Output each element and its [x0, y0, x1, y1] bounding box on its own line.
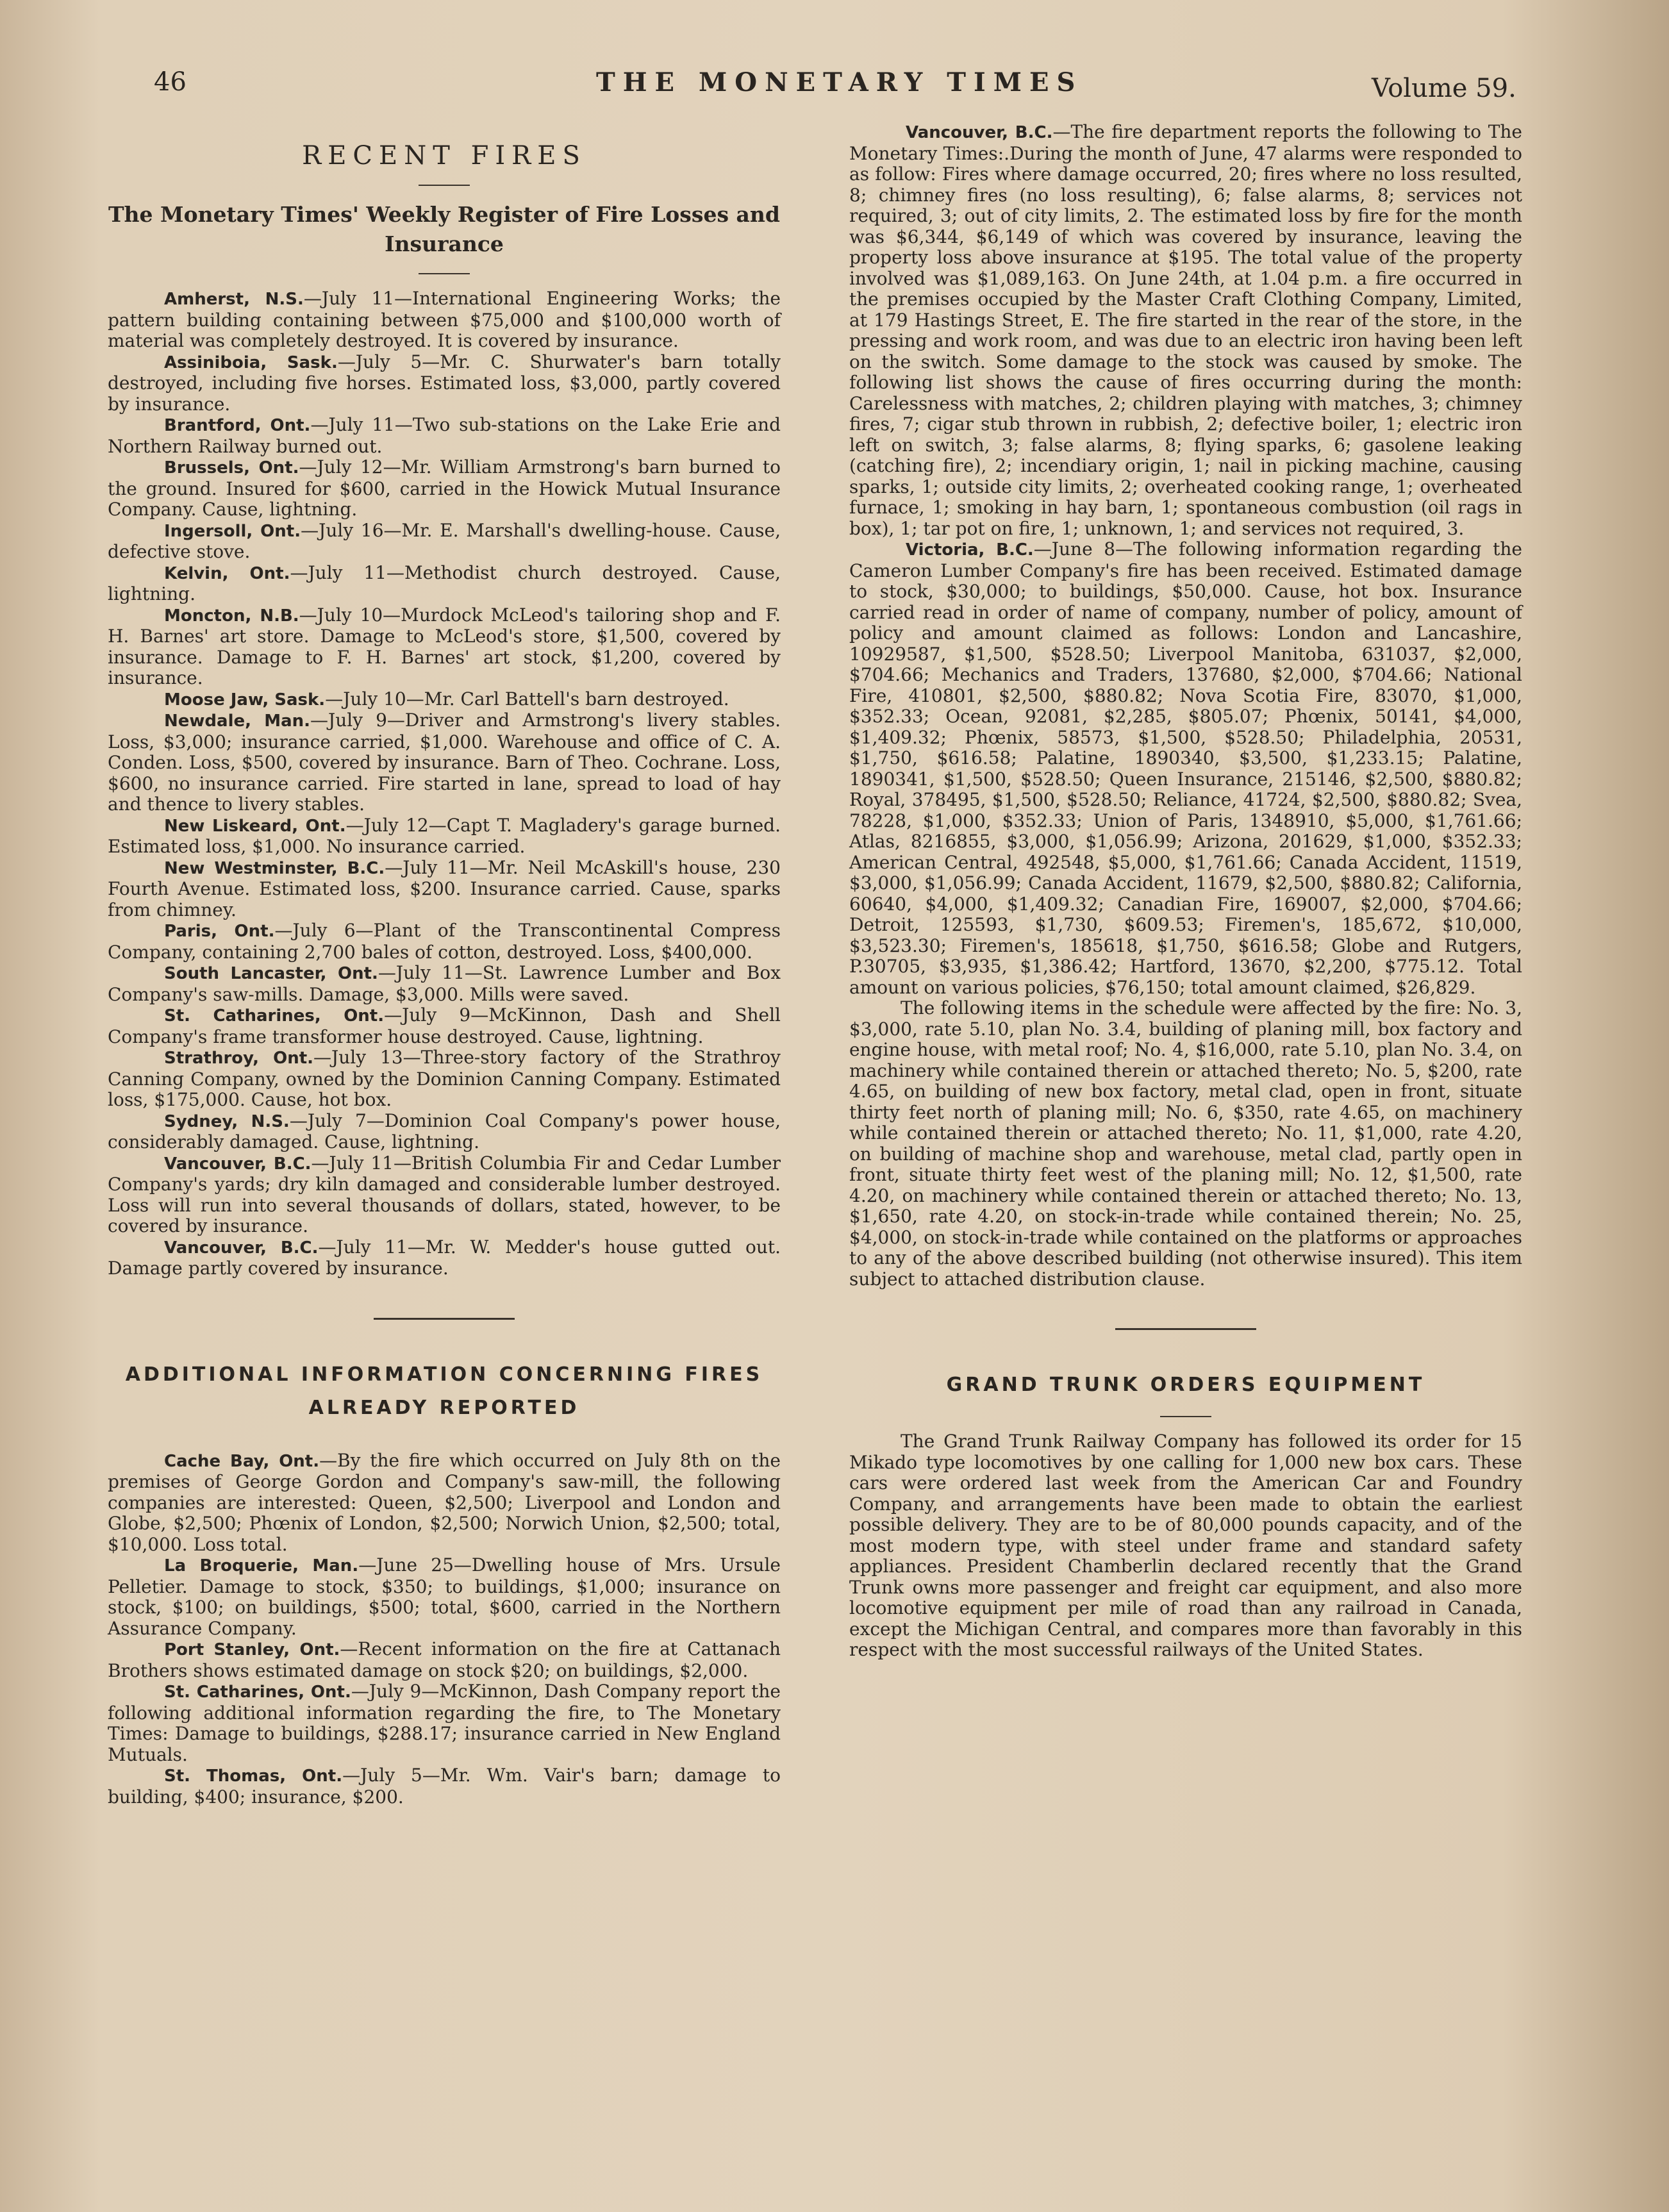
- entry-place: New Westminster, B.C.: [164, 858, 385, 878]
- fire-entry: [108, 352, 781, 415]
- entry-text: —July 11—Mr. W. Medder's house gutted out. Damage partly covered by insurance.: [108, 1236, 781, 1279]
- entry-place: Amherst, N.S.: [164, 290, 304, 309]
- entry-place: Moose Jaw, Sask.: [164, 690, 326, 710]
- entry-text: —July 10—Mr. Carl Battell's barn destroyed.: [325, 688, 729, 710]
- entry-text: —Recent information on the fire at Cattanach Brothers shows estimated damage on stock $20; on buildings, $2,000.: [108, 1638, 781, 1681]
- fire-entry: [108, 457, 781, 520]
- entry-place: Sydney, N.S.: [164, 1111, 290, 1131]
- entry-text: —July 11—St. Lawrence Lumber and Box Company's saw-mills. Damage, $3,000. Mills were saved.: [108, 962, 781, 1005]
- fire-entry: [108, 1237, 781, 1279]
- page-number: 46: [154, 67, 187, 97]
- grand-trunk-paragraph: The Grand Trunk Railway Company has followed its order for 15 Mikado type locomotives by one calling for 1,000 new box cars. These cars were ordered last week from the American Car and Foundry Company, and arrangements have been made to obtain the earliest possible delivery. They are to be of 80,000 pounds capacity, and of the most modern type, with steel under frame and standard safety appliances. President Chamberlin declared recently that the Grand Trunk owns more passenger and freight car equipment, and also more locomotive equipment per mile of road than any railroad in Canada, except the Michigan Central, and compares more than favorably in this respect with the most successful railways of the United States.: [849, 1431, 1522, 1660]
- entry-text: —July 16—Mr. E. Marshall's dwelling-house. Cause, defective stove.: [108, 519, 781, 562]
- entry-text: —July 11—Mr. Neil McAskill's house, 230 Fourth Avenue. Estimated loss, $200. Insurance carried. Cause, sparks from chimney.: [108, 856, 781, 920]
- entry-text: —July 11—International Engineering Works; the pattern building containing between $75,000 and $100,000 worth of material was completely destroyed. It is covered by insurance.: [108, 288, 781, 351]
- recent-fires-title: RECENT FIRES: [302, 141, 586, 170]
- grand-trunk-title: GRAND TRUNK ORDERS EQUIPMENT: [946, 1374, 1425, 1396]
- fire-entry: [108, 415, 781, 457]
- entry-text: —By the fire which occurred on July 8th on the premises of George Gordon and Company's saw-mill, the following companies are interested: Queen, $2,500; Liverpool and London and Globe, $2,500; Phœnix of London, $2,500; Norwich Union, $2,500; total, $10,000. Loss total.: [108, 1449, 781, 1555]
- fire-entry: [108, 920, 781, 963]
- entry-place: Cache Bay, Ont.: [164, 1451, 320, 1471]
- entry-place: Vancouver, B.C.: [164, 1154, 311, 1174]
- fire-entry: [108, 1765, 781, 1808]
- vancouver-report: [849, 122, 1522, 539]
- fire-entry: [108, 815, 781, 858]
- entry-text: —June 8—The following information regarding the Cameron Lumber Company's fire has been received. Estimated damage to stock, $30,000; to buildings, $50,000. Cause, hot box. Insurance carried read in order of name of company, number of policy, amount of policy and amount claimed as follows: London and Lancashire, 10929587, $1,500, $528.50; Liverpool Manitoba, 631037, $2,000, $704.66; Mechanics and Traders, 137680, $2,000, $704.66; National Fire, 410801, $2,500, $880.82; Nova Scotia Fire, 83070, $1,000, $352.33; Ocean, 92081, $2,285, $805.07; Phœnix, 50141, $4,000, $1,409.32; Phœnix, 58573, $1,500, $528.50; Philadelphia, 20531, $1,750, $616.58; Palatine, 1890340, $3,500, $1,233.15; Palatine, 1890341, $1,500, $528.50; Queen Insurance, 215146, $2,500, $880.82; Royal, 378495, $1,500, $528.50; Reliance, 41724, $2,500, $880.82; Svea, 78228, $1,000, $352.33; Union of Paris, 1348910, $5,000, $1,761.66; Atlas, 8216855, $3,000, $1,056.99; Arizona, 201629, $1,000, $352.33; American Central, 492548, $5,000, $1,761.66; Canada Accident, 11519, $3,000, $1,056.99; Canada Accident, 11679, $2,500, $880.82; California, 60640, $4,000, $1,409.32; Canadian Fire, 169007, $2,000, $704.66; Detroit, 125593, $1,730, $609.53; Firemen's, 185,672, $10,000, $3,523.30; Firemen's, 185618, $1,750, $616.58; Globe and Rutgers, P.30705, $3,935, $1,386.42; Hartford, 13670, $2,200, $775.12. Total amount on various policies, $76,150; total amount claimed, $26,829.: [849, 538, 1522, 998]
- entry-place: Newdale, Man.: [164, 711, 311, 731]
- fire-entry: [108, 1555, 781, 1639]
- running-title: THE MONETARY TIMES: [596, 67, 1083, 97]
- entry-place: Paris, Ont.: [164, 922, 275, 941]
- entry-text: —July 12—Mr. William Armstrong's barn burned to the ground. Insured for $600, carried in the Howick Mutual Insurance Company. Cause, lightning.: [108, 456, 781, 520]
- additional-info-list: [108, 1451, 781, 1808]
- entry-place: St. Thomas, Ont.: [164, 1767, 343, 1786]
- fire-entry: [108, 689, 781, 711]
- entry-place: Kelvin, Ont.: [164, 563, 290, 583]
- entry-text: —July 6—Plant of the Transcontinental Compress Company, containing 2,700 bales of cotton, destroyed. Loss, $400,000.: [108, 920, 781, 963]
- entry-place: Vancouver, B.C.: [906, 123, 1053, 142]
- fire-entry: [108, 710, 781, 815]
- entry-place: Assiniboia, Sask.: [164, 353, 338, 372]
- entry-place: South Lancaster, Ont.: [164, 964, 378, 983]
- volume-label: Volume 59.: [1372, 74, 1516, 103]
- fire-entry: [108, 1681, 781, 1765]
- fires-list: [108, 288, 781, 1279]
- fire-entry: [108, 1153, 781, 1237]
- entry-text: —July 9—McKinnon, Dash Company report the following additional information regarding the fire, to The Monetary Times: Damage to buildings, $288.17; insurance carried in New England Mutuals.: [108, 1681, 781, 1765]
- entry-place: La Broquerie, Man.: [164, 1556, 359, 1576]
- fire-entry: [108, 858, 781, 921]
- entry-place: New Liskeard, Ont.: [164, 816, 346, 836]
- entry-place: Victoria, B.C.: [906, 540, 1034, 560]
- fire-entry: [108, 1005, 781, 1047]
- entry-text: —July 13—Three-story factory of the Strathroy Canning Company, owned by the Dominion Canning Company. Estimated loss, $175,000. Cause, hot box.: [108, 1047, 781, 1110]
- fire-entry: [108, 963, 781, 1005]
- entry-place: Moncton, N.B.: [164, 606, 299, 626]
- fire-entry: [108, 288, 781, 352]
- entry-place: Brussels, Ont.: [164, 458, 299, 478]
- victoria-report: [849, 539, 1522, 998]
- page-header: [0, 61, 1669, 112]
- entry-place: Strathroy, Ont.: [164, 1049, 314, 1068]
- fire-entry: [108, 520, 781, 563]
- section-divider: [374, 1318, 515, 1320]
- entry-text: —The fire department reports the following to The Monetary Times:.During the month of June, 47 alarms were responded to as follow: Fires where damage occurred, 20; fires where no loss resulted, 8; chimney fires (no loss resulting), 6; false alarms, 8; services not required, 3; out of city limits, 2. The estimated loss by fire for the month was $6,344, $6,149 of which was covered by insurance, leaving the property loss above insurance at $195. The total value of the property involved was $1,089,163. On June 24th, at 1.04 p.m. a fire occurred in the premises occupied by the Master Craft Clothing Company, Limited, at 179 Hastings Street, E. The fire started in the rear of the store, in the pressing and work room, and was due to an electric iron having been left on the switch. Some damage to the stock was caused by smoke. The following list shows the cause of fires occurring during the month: Carelessness with matches, 2; children playing with matches, 3; chimney fires, 7; cigar stub thrown in rubbish, 2; defective boiler, 1; electric iron left on switch, 3; false alarms, 8; flying sparks, 6; gasolene leaking (catching fire), 2; incendiary origin, 1; nail in picking machine, causing sparks, 1; outside city limits, 2; overheated cooking range, 1; overheated furnace, 1; smoking in hay barn, 1; spontaneous combustion (oil rags in box), 1; tar pot on fire, 1; unknown, 1; and services not required, 3.: [849, 121, 1522, 539]
- left-column: [108, 122, 781, 1808]
- entry-text: —July 10—Murdock McLeod's tailoring shop and F. H. Barnes' art store. Damage to McLeod's store, $1,500, covered by insurance. Damage to F. H. Barnes' art stock, $1,200, covered by insurance.: [108, 604, 781, 688]
- entry-text: —July 7—Dominion Coal Company's power house, considerably damaged. Cause, lightning.: [108, 1110, 781, 1152]
- divider: [419, 273, 470, 274]
- entry-text: —July 5—Mr. C. Shurwater's barn totally destroyed, including five horses. Estimated loss, $3,000, partly covered by insurance.: [108, 351, 781, 415]
- entry-text: —June 25—Dwelling house of Mrs. Ursule Pelletier. Damage to stock, $350; to buildings, $1,000; insurance on stock, $100; on buildings, $500; total, $600, carried in the Northern Assurance Company.: [108, 1554, 781, 1639]
- section-divider: [1115, 1328, 1256, 1330]
- entry-text: —July 12—Capt T. Magladery's garage burned. Estimated loss, $1,000. No insurance carried.: [108, 814, 781, 857]
- entry-text: —July 9—Driver and Armstrong's livery stables. Loss, $3,000; insurance carried, $1,000. Warehouse and office of C. A. Conden. Loss, $500, covered by insurance. Barn of Theo. Cochrane. Loss, $600, no insurance carried. Fire started in lane, spread to load of hay and thence to livery stables.: [108, 710, 781, 815]
- entry-place: St. Catharines, Ont.: [164, 1683, 351, 1702]
- entry-place: Port Stanley, Ont.: [164, 1640, 340, 1659]
- fire-entry: [108, 1111, 781, 1153]
- entry-text: —July 11—British Columbia Fir and Cedar Lumber Company's yards; dry kiln damaged and considerable lumber destroyed. Loss will run into several thousands of dollars, stated, however, to be covered by insurance.: [108, 1152, 781, 1236]
- fire-entry: [108, 1639, 781, 1681]
- entry-place: Vancouver, B.C.: [164, 1238, 319, 1258]
- entry-place: St. Catharines, Ont.: [164, 1006, 385, 1026]
- entry-text: —July 5—Mr. Wm. Vair's barn; damage to building, $400; insurance, $200.: [108, 1765, 781, 1808]
- entry-text: —July 11—Methodist church destroyed. Cause, lightning.: [108, 561, 781, 604]
- fire-entry: [108, 1047, 781, 1111]
- entry-place: Brantford, Ont.: [164, 416, 311, 435]
- fire-entry: [108, 1451, 781, 1556]
- schedule-paragraph: The following items in the schedule were affected by the fire: No. 3, $3,000, rate 5.10, plan No. 3.4, building of planing mill, box factory and engine house, with metal roof; No. 4, $16,000, rate 5.10, plan No. 3.4, on machinery while contained therein or attached thereto; No. 5, $200, rate 4.65, on building of new box factory, metal clad, open in front, situate thirty feet north of planing mill; No. 6, $350, rate 4.65, on machinery while contained therein or attached thereto; No. 11, $1,000, rate 4.20, on building of machine shop and warehouse, metal clad, partly open in front, situate thirty feet west of the planing mill; No. 12, $1,500, rate 4.20, on machinery while contained therein or attached thereto; No. 13, $1,650, rate 4.20, on stock-in-trade while contained therein; No. 25, $4,000, on stock-in-trade while contained on the platforms or approaches to any of the above described building (not otherwise insured). This item subject to attached distribution clause.: [849, 997, 1522, 1290]
- fire-entry: [108, 605, 781, 689]
- right-column: [849, 122, 1522, 1661]
- entry-text: —July 11—Two sub-stations on the Lake Erie and Northern Railway burned out.: [108, 414, 781, 457]
- additional-info-title: ADDITIONAL INFORMATION CONCERNING FIRES ALREADY REPORTED: [125, 1363, 763, 1419]
- divider: [419, 185, 470, 186]
- recent-fires-subtitle: The Monetary Times' Weekly Register of Fire Losses and Insurance: [108, 202, 780, 256]
- entry-place: Ingersoll, Ont.: [164, 521, 301, 541]
- entry-text: —July 9—McKinnon, Dash and Shell Company's frame transformer house destroyed. Cause, lightning.: [108, 1004, 781, 1047]
- fire-entry: [108, 563, 781, 605]
- divider: [1160, 1416, 1211, 1417]
